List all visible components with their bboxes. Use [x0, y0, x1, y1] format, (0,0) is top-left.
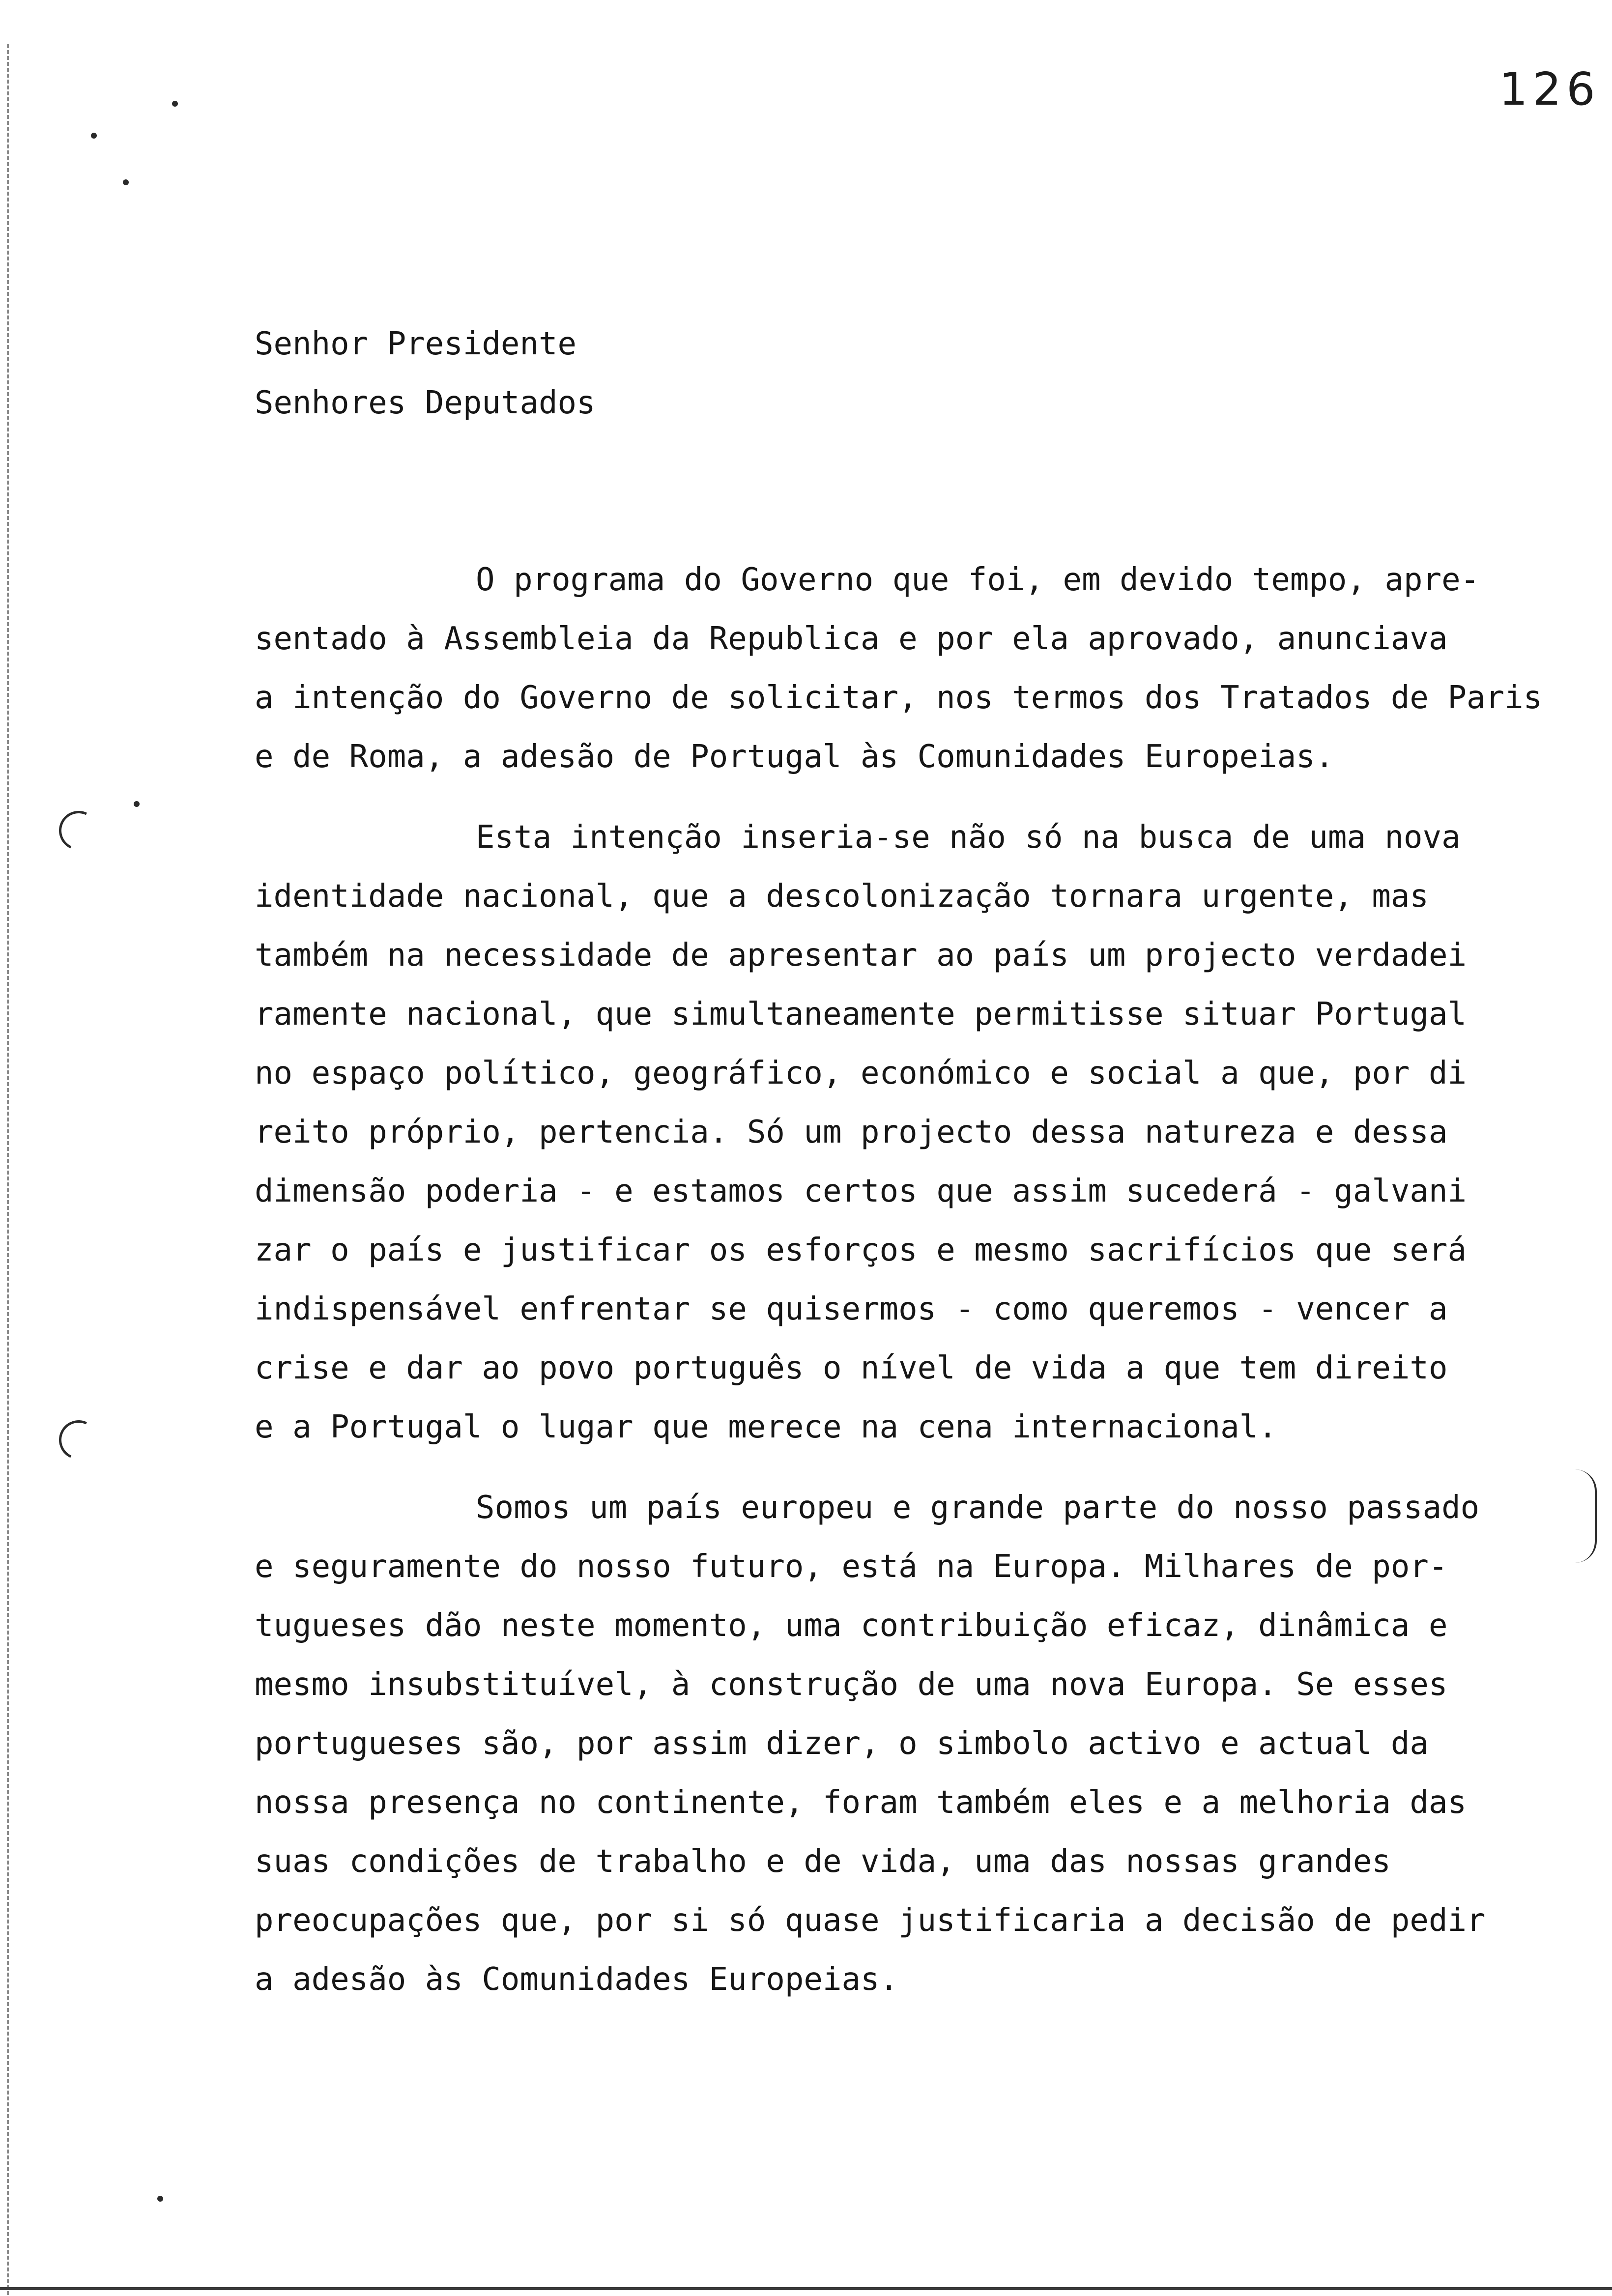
text-line: e a Portugal o lugar que merece na cena internacional. — [255, 1409, 1277, 1445]
text-line: indispensável enfrentar se quisermos - como queremos - vencer a — [255, 1291, 1448, 1327]
text-line: portugueses são, por assim dizer, o simbolo activo e actual da — [255, 1725, 1429, 1762]
salutation-line: Senhores Deputados — [255, 385, 596, 421]
text-line: tugueses dão neste momento, uma contribuição eficaz, dinâmica e — [255, 1607, 1448, 1644]
paragraph-3 — [255, 1478, 1591, 2009]
text-line: sentado à Assembleia da Republica e por ela aprovado, anunciava — [255, 621, 1448, 657]
text-line: e seguramente do nosso futuro, está na Europa. Milhares de por- — [255, 1549, 1448, 1585]
text-line: nossa presença no continente, foram também eles e a melhoria das — [255, 1784, 1467, 1821]
scan-margin-line — [7, 44, 9, 2295]
salutation — [255, 315, 596, 432]
punch-hole-mark — [54, 805, 104, 856]
scan-bottom-edge — [0, 2287, 1612, 2290]
text-line: dimensão poderia - e estamos certos que assim sucederá - galvani — [255, 1173, 1467, 1209]
text-line: preocupações que, por si só quase justificaria a decisão de pedir — [255, 1902, 1486, 1939]
scan-speck — [157, 2196, 163, 2202]
text-line: e de Roma, a adesão de Portugal às Comunidades Europeias. — [255, 739, 1334, 775]
text-line: O programa do Governo que foi, em devido tempo, apre- — [476, 562, 1480, 598]
scan-speck — [123, 179, 129, 185]
text-line: Esta intenção inseria-se não só na busca de uma nova — [476, 819, 1461, 856]
text-line: zar o país e justificar os esforços e mesmo sacrifícios que será — [255, 1232, 1467, 1268]
text-line: a adesão às Comunidades Europeias. — [255, 1961, 899, 1998]
text-line: também na necessidade de apresentar ao país um projecto verdadei — [255, 937, 1467, 974]
text-line: identidade nacional, que a descolonização tornara urgente, mas — [255, 878, 1429, 915]
paragraph-1 — [255, 550, 1591, 786]
text-line: no espaço político, geográfico, económico e social a que, por di — [255, 1055, 1467, 1091]
text-line: ramente nacional, que simultaneamente permitisse situar Portugal — [255, 996, 1467, 1033]
text-line: a intenção do Governo de solicitar, nos termos dos Tratados de Paris — [255, 680, 1543, 716]
document-body — [255, 550, 1591, 2031]
salutation-line: Senhor Presidente — [255, 326, 577, 362]
text-line: Somos um país europeu e grande parte do nosso passado — [476, 1490, 1480, 1526]
paragraph-2 — [255, 808, 1591, 1457]
scan-speck — [172, 101, 178, 107]
scan-speck — [91, 133, 97, 139]
scan-speck — [134, 801, 140, 807]
page-number: 126 — [1499, 63, 1600, 115]
text-line: reito próprio, pertencia. Só um projecto dessa natureza e dessa — [255, 1114, 1448, 1150]
punch-hole-mark — [54, 1415, 104, 1465]
text-line: suas condições de trabalho e de vida, uma das nossas grandes — [255, 1843, 1391, 1880]
text-line: crise e dar ao povo português o nível de vida a que tem direito — [255, 1350, 1448, 1386]
text-line: mesmo insubstituível, à construção de uma nova Europa. Se esses — [255, 1666, 1448, 1703]
